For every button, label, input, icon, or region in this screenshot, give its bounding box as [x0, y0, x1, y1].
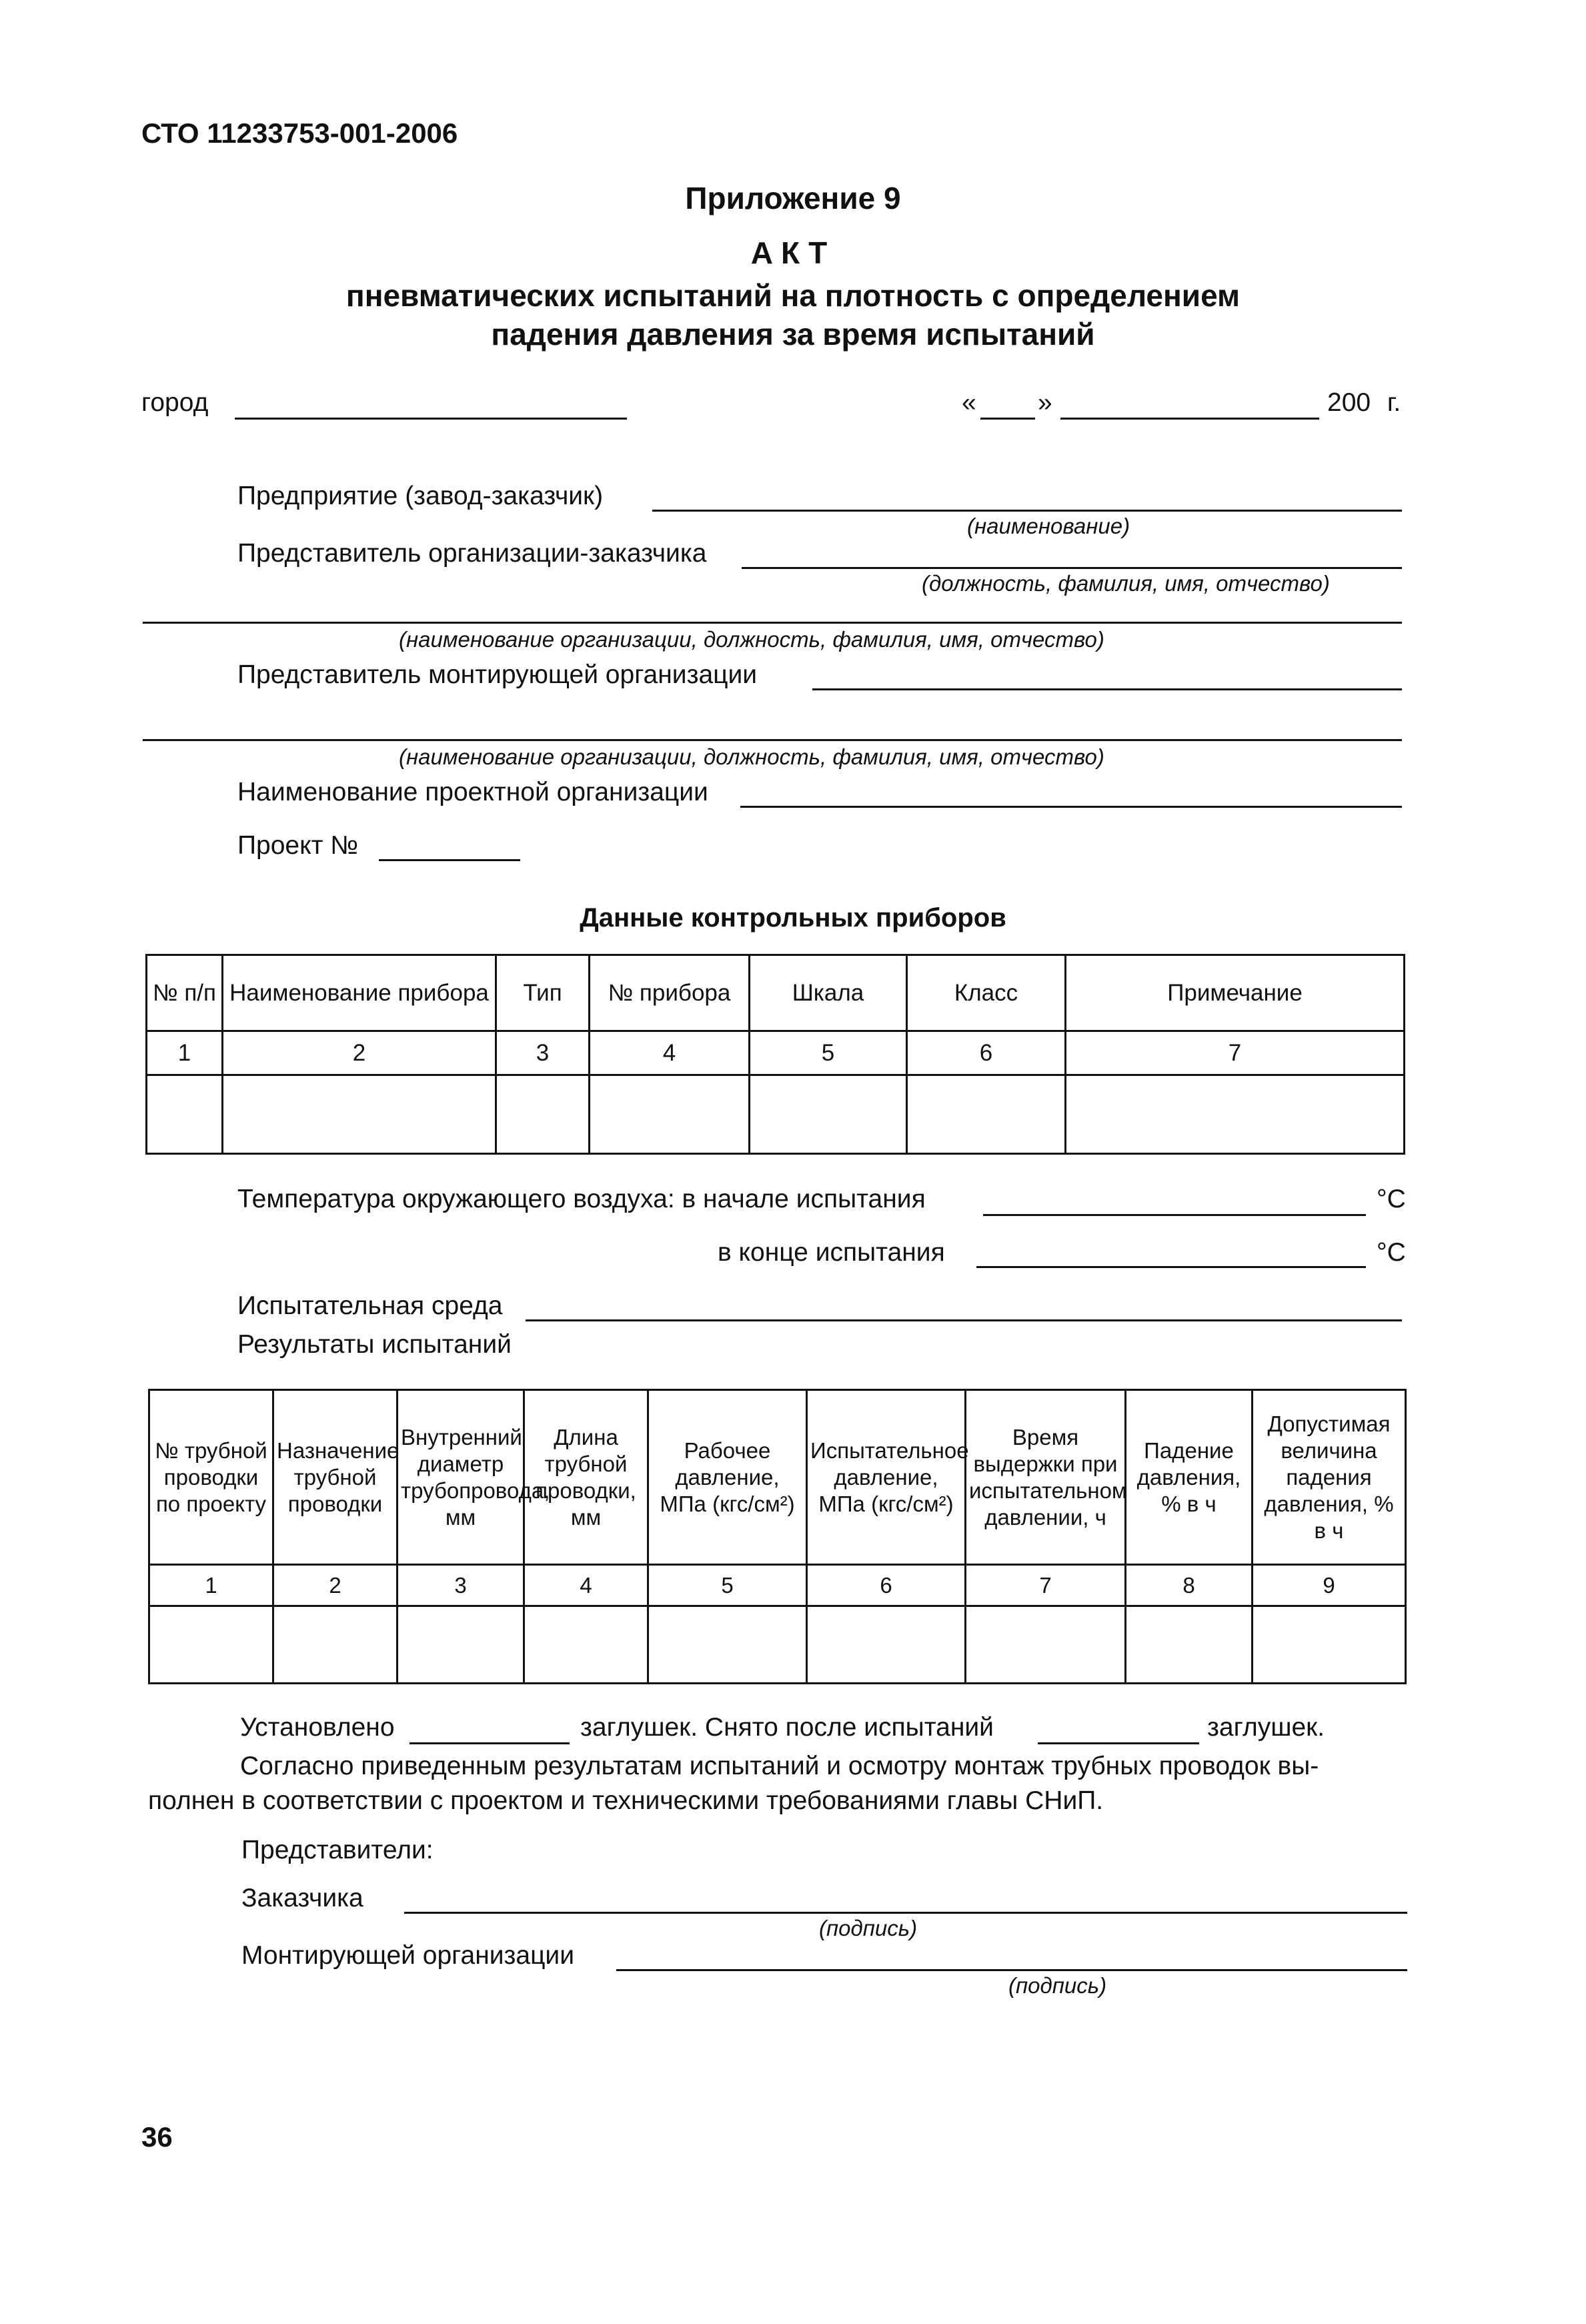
devices-number-cell: 7	[1066, 1031, 1405, 1075]
results-header-cell: Допустимая величина падения давления, % в ч	[1253, 1390, 1406, 1565]
results-input-cell[interactable]	[273, 1606, 398, 1684]
results-number-cell: 5	[648, 1565, 807, 1606]
results-header-cell: Длина трубной проводки, мм	[524, 1390, 648, 1565]
results-header-cell: Рабочее давление, МПа (кгс/см²)	[648, 1390, 807, 1565]
plugs-removed-field[interactable]	[1038, 1742, 1199, 1744]
results-table	[148, 1389, 1407, 1684]
installer-org-hint: (наименование организации, должность, фамилия, имя, отчество)	[399, 744, 1104, 769]
conclusion-line-1: Согласно приведенным результатам испытаний и осмотру монтаж трубных проводок вы-	[240, 1752, 1319, 1780]
devices-header-cell: Шкала	[750, 955, 907, 1031]
temp-start-unit: °С	[1377, 1185, 1406, 1213]
customer-org-field[interactable]	[143, 622, 1402, 624]
customer-rep-field[interactable]	[742, 567, 1402, 569]
page-number: 36	[141, 2121, 173, 2153]
results-header-cell: Падение давления, % в ч	[1126, 1390, 1253, 1565]
results-header-row	[149, 1390, 1406, 1565]
customer-signature-field[interactable]	[404, 1912, 1407, 1914]
devices-input-cell[interactable]	[1066, 1075, 1405, 1154]
enterprise-hint: (наименование)	[967, 514, 1130, 538]
devices-header-cell: Примечание	[1066, 955, 1405, 1031]
project-label: Проект №	[237, 831, 359, 860]
date-day-open: «	[962, 388, 976, 417]
devices-table	[145, 954, 1405, 1155]
results-input-cell[interactable]	[524, 1606, 648, 1684]
plugs-installed-field[interactable]	[410, 1742, 570, 1744]
representatives-label: Представители:	[241, 1836, 434, 1864]
customer-rep-label: Представитель организации-заказчика	[237, 539, 707, 568]
results-number-row	[149, 1565, 1406, 1606]
devices-header-cell: № п/п	[147, 955, 223, 1031]
devices-number-cell: 5	[750, 1031, 907, 1075]
results-number-cell: 8	[1126, 1565, 1253, 1606]
installer-sign-label: Монтирующей организации	[241, 1941, 575, 1970]
devices-empty-row	[147, 1075, 1405, 1154]
enterprise-label: Предприятие (завод-заказчик)	[237, 482, 604, 510]
results-input-cell[interactable]	[1253, 1606, 1406, 1684]
customer-rep-hint: (должность, фамилия, имя, отчество)	[922, 571, 1330, 596]
installer-sign-hint: (подпись)	[1008, 1973, 1107, 1998]
results-number-cell: 9	[1253, 1565, 1406, 1606]
temp-end-field[interactable]	[976, 1266, 1366, 1268]
results-input-cell[interactable]	[1126, 1606, 1253, 1684]
city-label: город	[141, 388, 209, 417]
medium-label: Испытательная среда	[237, 1291, 503, 1320]
act-subtitle-line-2: падения давления за время испытаний	[491, 317, 1095, 352]
temp-start-field[interactable]	[983, 1214, 1366, 1216]
date-day-field[interactable]	[980, 418, 1035, 420]
devices-number-cell: 1	[147, 1031, 223, 1075]
customer-sign-hint: (подпись)	[819, 1916, 918, 1940]
conclusion-line-2: полнен в соответствии с проектом и техническими требованиями главы СНиП.	[148, 1786, 1104, 1815]
customer-org-hint: (наименование организации, должность, фамилия, имя, отчество)	[399, 627, 1104, 652]
plugs-installed-label: Установлено	[240, 1713, 395, 1742]
devices-number-cell: 6	[907, 1031, 1066, 1075]
devices-number-row	[147, 1031, 1405, 1075]
act-title: АКТ	[750, 235, 836, 270]
year-label: 200 г.	[1327, 388, 1401, 417]
customer-sign-label: Заказчика	[241, 1884, 363, 1912]
document-code: СТО 11233753-001-2006	[141, 117, 458, 149]
results-empty-row	[149, 1606, 1406, 1684]
plugs-unit-label: заглушек.	[1207, 1713, 1325, 1742]
results-input-cell[interactable]	[149, 1606, 273, 1684]
devices-header-cell: Тип	[496, 955, 590, 1031]
results-label: Результаты испытаний	[237, 1330, 512, 1359]
devices-input-cell[interactable]	[750, 1075, 907, 1154]
installer-org-field[interactable]	[143, 739, 1402, 741]
devices-input-cell[interactable]	[907, 1075, 1066, 1154]
project-number-field[interactable]	[379, 859, 520, 861]
results-number-cell: 1	[149, 1565, 273, 1606]
results-header-cell: № трубной проводки по проекту	[149, 1390, 273, 1565]
installer-rep-label: Представитель монтирующей организации	[237, 660, 758, 689]
design-org-label: Наименование проектной организации	[237, 778, 708, 806]
devices-header-cell: Класс	[907, 955, 1066, 1031]
devices-number-cell: 3	[496, 1031, 590, 1075]
devices-number-cell: 4	[590, 1031, 750, 1075]
appendix-title: Приложение 9	[685, 181, 901, 215]
results-input-cell[interactable]	[966, 1606, 1126, 1684]
plugs-removed-label: заглушек. Снято после испытаний	[580, 1713, 994, 1742]
installer-rep-field[interactable]	[812, 688, 1402, 690]
devices-number-cell: 2	[223, 1031, 496, 1075]
installer-signature-field[interactable]	[616, 1969, 1407, 1971]
devices-header-row	[147, 955, 1405, 1031]
results-input-cell[interactable]	[648, 1606, 807, 1684]
devices-header-cell: Наименование прибора	[223, 955, 496, 1031]
enterprise-field[interactable]	[652, 510, 1402, 512]
temp-end-label: в конце испытания	[718, 1238, 945, 1267]
devices-input-cell[interactable]	[590, 1075, 750, 1154]
results-number-cell: 4	[524, 1565, 648, 1606]
devices-input-cell[interactable]	[496, 1075, 590, 1154]
act-subtitle-line-1: пневматических испытаний на плотность с определением	[345, 278, 1241, 313]
results-header-cell: Внутренний диаметр трубопровода, мм	[398, 1390, 524, 1565]
medium-field[interactable]	[526, 1319, 1402, 1321]
results-number-cell: 7	[966, 1565, 1126, 1606]
results-number-cell: 3	[398, 1565, 524, 1606]
results-input-cell[interactable]	[807, 1606, 966, 1684]
temp-start-label: Температура окружающего воздуха: в начале испытания	[237, 1185, 926, 1213]
date-day-close: »	[1038, 388, 1052, 417]
results-header-cell: Время выдержки при испытательном давлении, ч	[966, 1390, 1126, 1565]
design-org-field[interactable]	[740, 806, 1402, 808]
devices-input-cell[interactable]	[223, 1075, 496, 1154]
results-number-cell: 6	[807, 1565, 966, 1606]
results-number-cell: 2	[273, 1565, 398, 1606]
devices-input-cell[interactable]	[147, 1075, 223, 1154]
date-month-field[interactable]	[1060, 418, 1319, 420]
results-input-cell[interactable]	[398, 1606, 524, 1684]
results-header-cell: Назначение трубной проводки	[273, 1390, 398, 1565]
devices-section-title: Данные контрольных приборов	[580, 903, 1006, 933]
results-header-cell: Испытательное давление, МПа (кгс/см²)	[807, 1390, 966, 1565]
temp-end-unit: °С	[1377, 1238, 1406, 1267]
devices-header-cell: № прибора	[590, 955, 750, 1031]
act-subtitle	[0, 276, 1586, 354]
city-field[interactable]	[235, 418, 627, 420]
